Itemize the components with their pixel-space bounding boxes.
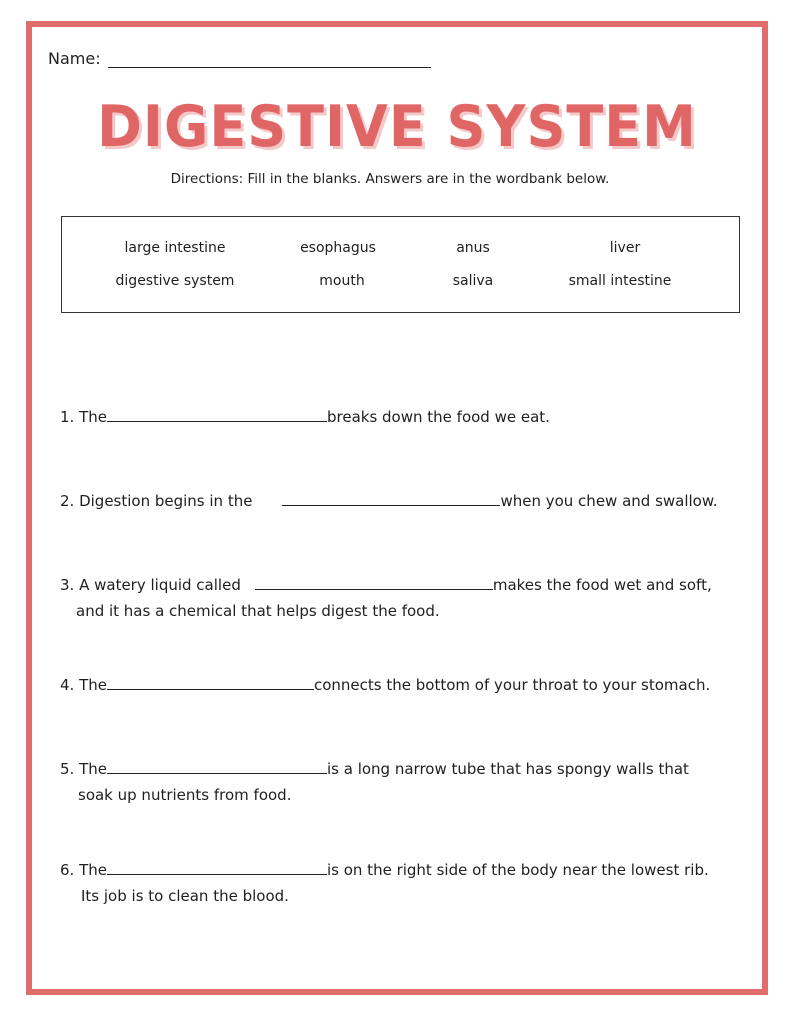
question-suffix: breaks down the food we eat. — [326, 408, 550, 426]
question-prefix: 2. Digestion begins in the — [60, 492, 253, 510]
answer-blank[interactable] — [107, 672, 314, 690]
wordbank-item: mouth — [319, 273, 365, 289]
question-3 — [60, 572, 712, 624]
question-prefix: 1. The — [60, 408, 107, 426]
wordbank-item: digestive system — [115, 273, 235, 289]
wordbank-item: large intestine — [124, 240, 226, 256]
question-continuation: and it has a chemical that helps digest the food. — [76, 602, 440, 620]
question-suffix: is on the right side of the body near the lowest rib. — [326, 861, 709, 879]
question-prefix: 6. The — [60, 861, 107, 879]
question-continuation: soak up nutrients from food. — [78, 786, 292, 804]
answer-blank[interactable] — [282, 488, 500, 506]
question-prefix: 5. The — [60, 760, 107, 778]
wordbank-item: small intestine — [568, 273, 672, 289]
question-prefix: 3. A watery liquid called — [60, 576, 241, 594]
wordbank-item: anus — [456, 240, 490, 256]
wordbank-item: saliva — [452, 273, 494, 289]
wordbank-item: liver — [609, 240, 641, 256]
name-row — [48, 49, 431, 68]
answer-blank[interactable] — [255, 572, 493, 590]
question-1 — [60, 404, 550, 430]
answer-blank[interactable] — [107, 404, 327, 422]
question-continuation: Its job is to clean the blood. — [81, 887, 289, 905]
wordbank — [61, 216, 740, 313]
name-field[interactable] — [108, 49, 431, 68]
question-suffix: when you chew and swallow. — [500, 492, 718, 510]
answer-blank[interactable] — [107, 857, 327, 875]
wordbank-item: esophagus — [300, 240, 376, 256]
question-4 — [60, 672, 710, 698]
name-label: Name: — [48, 49, 101, 68]
answer-blank[interactable] — [107, 756, 327, 774]
question-suffix: is a long narrow tube that has spongy walls that — [326, 760, 689, 778]
question-prefix: 4. The — [60, 676, 107, 694]
question-6 — [60, 857, 709, 909]
directions: Directions: Fill in the blanks. Answers are in the wordbank below. — [170, 171, 610, 187]
question-suffix: connects the bottom of your throat to your stomach. — [313, 676, 711, 694]
question-suffix: makes the food wet and soft, — [492, 576, 712, 594]
question-2 — [60, 488, 718, 514]
page-title: DIGESTIVE SYSTEM — [97, 93, 697, 160]
question-5 — [60, 756, 689, 808]
